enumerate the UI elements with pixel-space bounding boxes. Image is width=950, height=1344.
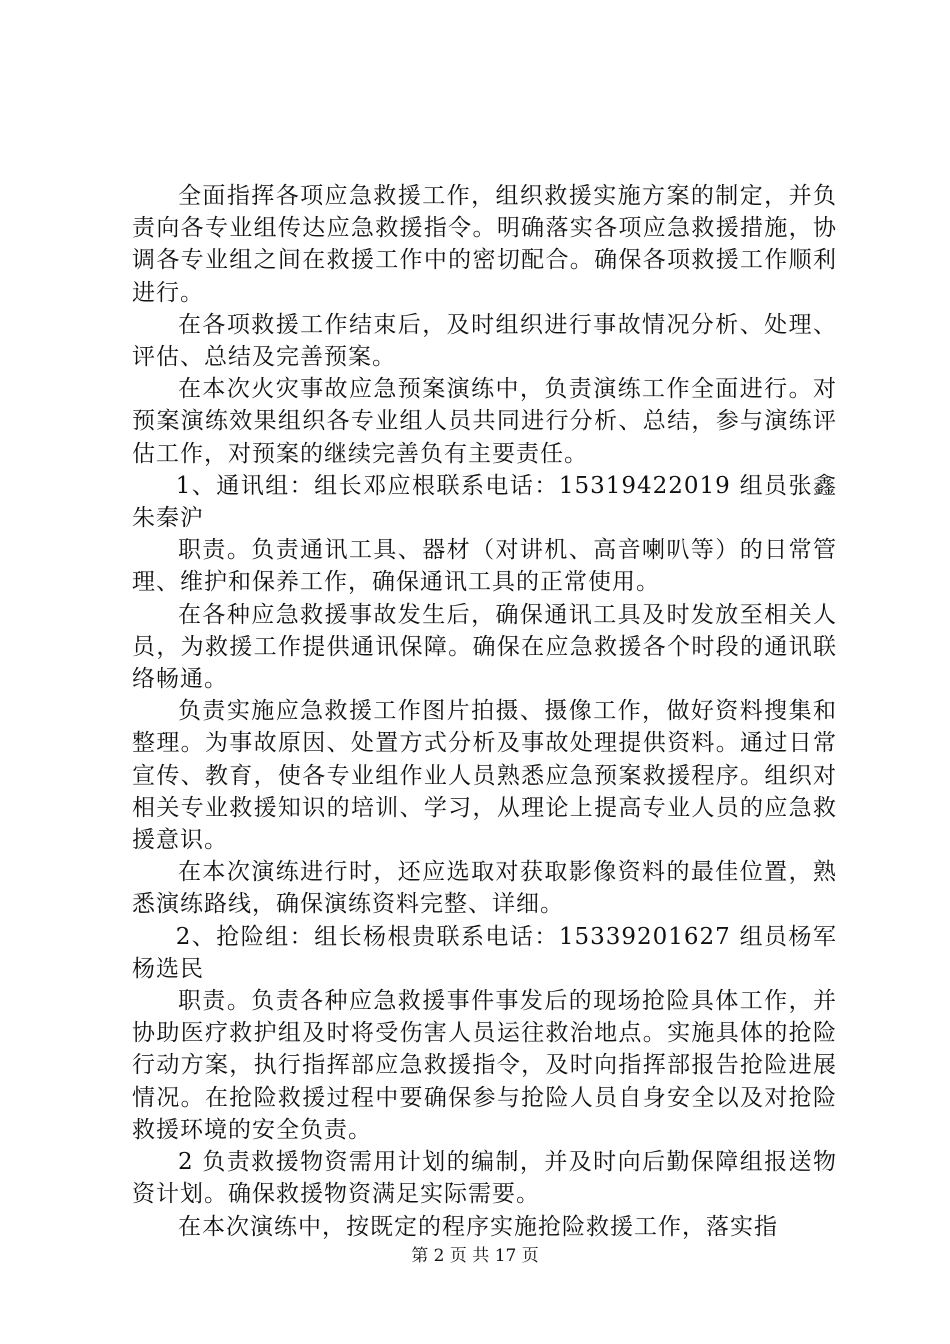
paragraph: 职责。负责通讯工具、器材（对讲机、高音喇叭等）的日常管理、维护和保养工作，确保通讯工具的正常使用。 bbox=[132, 537, 837, 596]
document-body bbox=[132, 180, 837, 1243]
page-number-label: 第 2 页 共 17 页 bbox=[411, 1246, 539, 1266]
paragraph: 在本次演练中，按既定的程序实施抢险救援工作，落实指 bbox=[178, 1213, 778, 1240]
paragraph: 全面指挥各项应急救援工作，组织救援实施方案的制定，并负责向各专业组传达应急救援指令。明确落实各项应急救援措施，协调各专业组之间在救援工作中的密切配合。确保各项救援工作顺利进行。 bbox=[132, 183, 837, 306]
paragraph: 在各项救援工作结束后，及时组织进行事故情况分析、处理、评估、总结及完善预案。 bbox=[132, 311, 837, 371]
paragraph: 负责实施应急救援工作图片拍摄、摄像工作，做好资料搜集和整理。为事故原因、处置方式分析及事故处理提供资料。通过日常宣传、教育，使各专业组作业人员熟悉应急预案救援程序。组织对相关专业救援知识的培训、学习，从理论上提高专业人员的应急救援意识。 bbox=[132, 698, 837, 854]
paragraph: 2 负责救援物资需用计划的编制，并及时向后勤保障组报送物资计划。确保救援物资满足实际需要。 bbox=[132, 1149, 837, 1208]
paragraph: 职责。负责各种应急救援事件事发后的现场抢险具体工作，并协助医疗救护组及时将受伤害人员运往救治地点。实施具体的抢险行动方案，执行指挥部应急救援指令，及时向指挥部报告抢险进展情况。在抢险救援过程中要确保参与抢险人员自身安全以及对抢险救援环境的安全负责。 bbox=[132, 988, 837, 1143]
paragraph: 在各种应急救援事故发生后，确保通讯工具及时发放至相关人员，为救援工作提供通讯保障。确保在应急救援各个时段的通讯联络畅通。 bbox=[132, 601, 837, 693]
page-footer bbox=[0, 1246, 950, 1266]
contact-line-rescue-group: 2、抢险组：组长杨根贵联系电话：15339201627 组员杨军杨选民 bbox=[132, 923, 837, 982]
paragraph: 在本次火灾事故应急预案演练中，负责演练工作全面进行。对预案演练效果组织各专业组人员共同进行分析、总结，参与演练评估工作，对预案的继续完善负有主要责任。 bbox=[132, 376, 837, 467]
paragraph: 在本次演练进行时，还应选取对获取影像资料的最佳位置，熟悉演练路线，确保演练资料完整、详细。 bbox=[132, 859, 837, 918]
contact-line-communication-group: 1、通讯组：组长邓应根联系电话：15319422019 组员张鑫朱秦沪 bbox=[132, 472, 837, 532]
